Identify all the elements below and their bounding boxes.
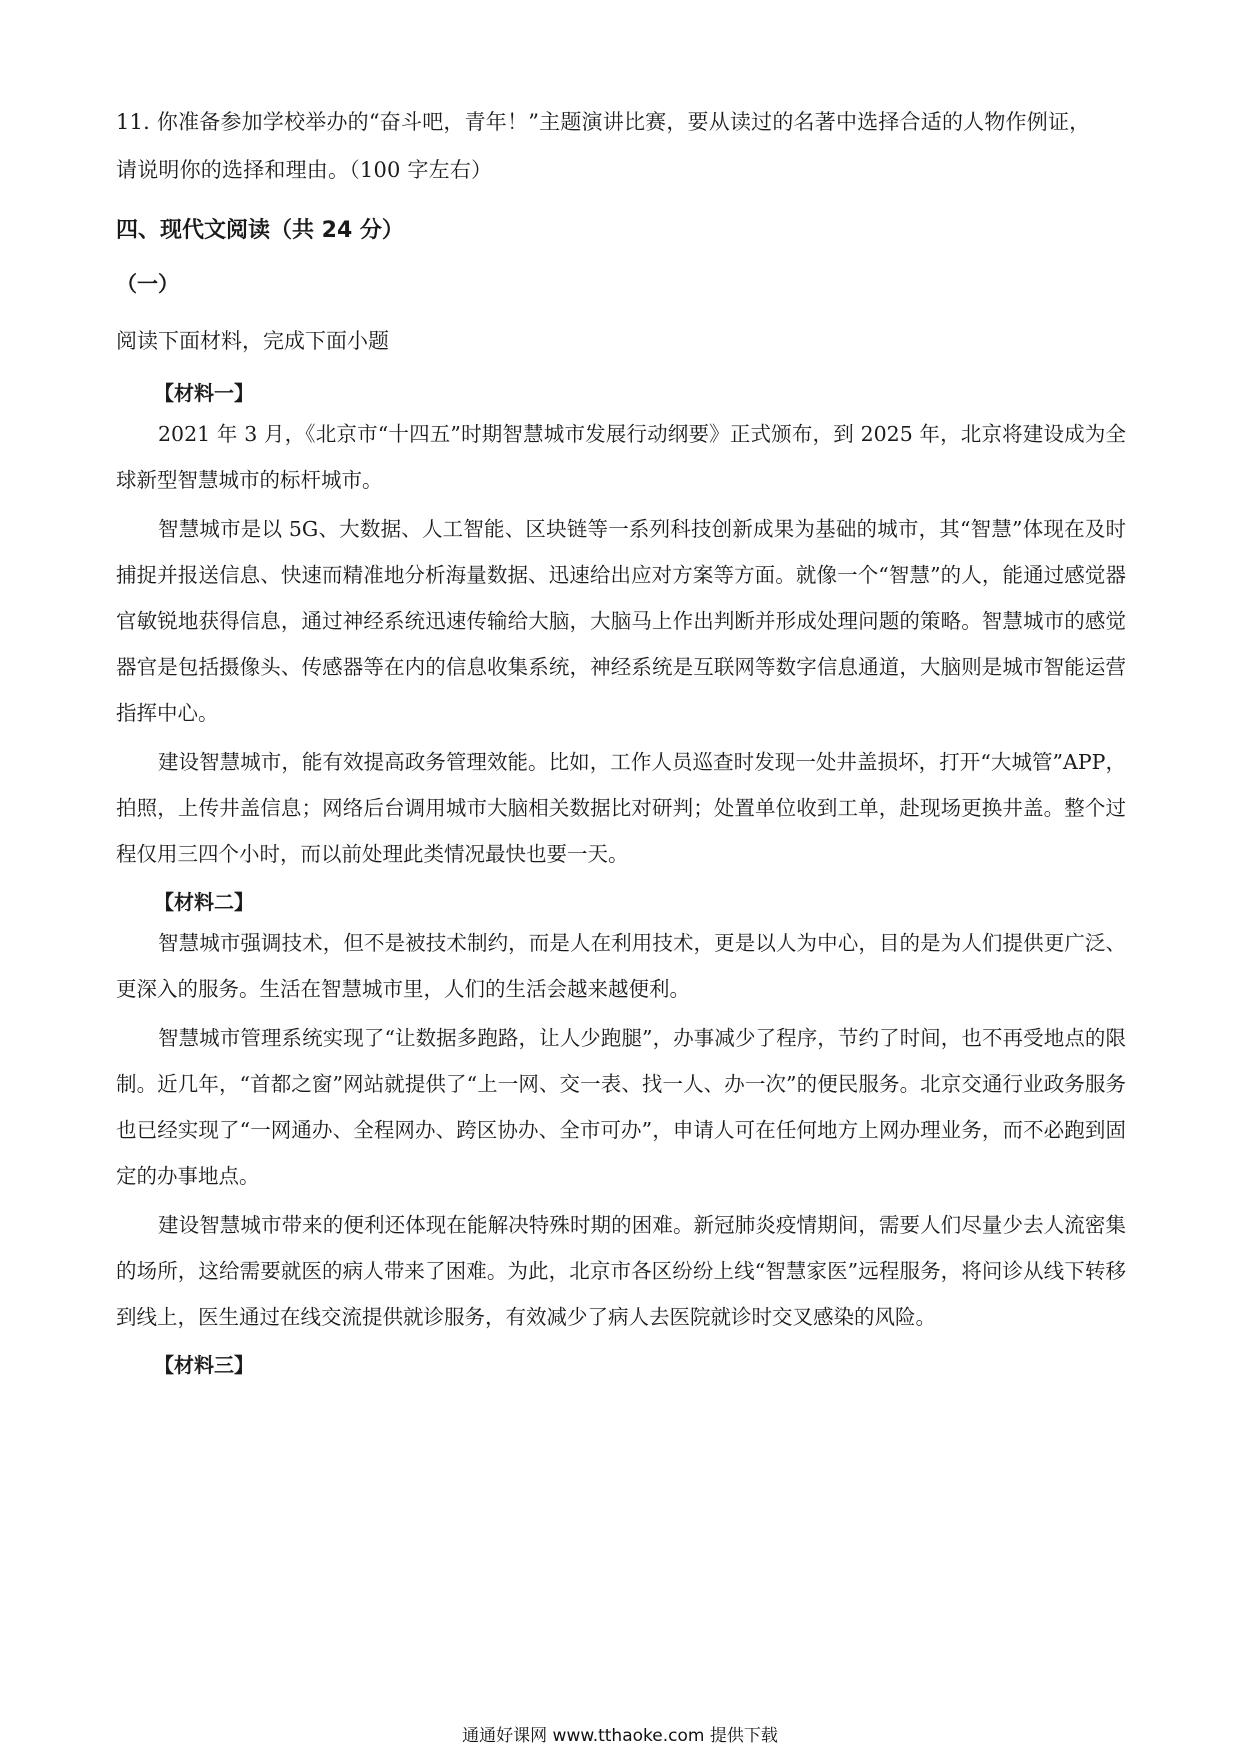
question-11-line-2: 请说明你的选择和理由。（100 字左右） <box>116 158 493 182</box>
material-three <box>116 1350 1126 1380</box>
reading-instruction: 阅读下面材料，完成下面小题 <box>116 329 389 353</box>
material-paragraph: 智慧城市管理系统实现了“让数据多跑路，让人少跑腿”，办事减少了程序，节约了时间，也不再受地点的限制。近几年，“首都之窗”网站就提供了“上一网、交一表、找一人、办一次”的便民服务。北京交通行业政务服务也已经实现了“一网通办、全程网办、跨区协办、全市可办”，申请人可在任何地方上网办理业务，而不必跑到固定的办事地点。 <box>116 1026 1126 1188</box>
material-one <box>116 378 1126 877</box>
question-11-line-1: 11. 你准备参加学校举办的“奋斗吧，青年！”主题演讲比赛，要从读过的名著中选择合适的人物作例证， <box>116 110 1091 134</box>
material-two <box>116 887 1126 1340</box>
material-paragraph: 智慧城市强调技术，但不是被技术制约，而是人在利用技术，更是以人为中心，目的是为人们提供更广泛、更深入的服务。生活在智慧城市里，人们的生活会越来越便利。 <box>116 931 1126 1001</box>
section-heading: 四、现代文阅读（共 24 分） <box>116 218 404 243</box>
footer-download-note: 通通好课网 www.tthaoke.com 提供下载 <box>462 1726 778 1746</box>
material-paragraph: 智慧城市是以 5G、大数据、人工智能、区块链等一系列科技创新成果为基础的城市，其“智慧”体现在及时捕捉并报送信息、快速而精准地分析海量数据、迅速给出应对方案等方面。就像一个“智慧”的人，能通过感觉器官敏锐地获得信息，通过神经系统迅速传输给大脑，大脑马上作出判断并形成处理问题的策略。智慧城市的感觉器官是包括摄像头、传感器等在内的信息收集系统，神经系统是互联网等数字信息通道，大脑则是城市智能运营指挥中心。 <box>116 517 1126 725</box>
material-label: 【材料一】 <box>154 381 254 405</box>
section-subheading: （一） <box>116 272 179 296</box>
material-paragraph: 建设智慧城市，能有效提高政务管理效能。比如，工作人员巡查时发现一处井盖损坏，打开“大城管”APP，拍照，上传井盖信息；网络后台调用城市大脑相关数据比对研判；处置单位收到工单，赴现场更换井盖。整个过程仅用三四个小时，而以前处理此类情况最快也要一天。 <box>116 750 1126 866</box>
material-label: 【材料三】 <box>154 1353 254 1377</box>
document-page <box>116 98 1126 1380</box>
material-paragraph: 建设智慧城市带来的便利还体现在能解决特殊时期的困难。新冠肺炎疫情期间，需要人们尽量少去人流密集的场所，这给需要就医的病人带来了困难。为此，北京市各区纷纷上线“智慧家医”远程服务，将问诊从线下转移到线上，医生通过在线交流提供就诊服务，有效减少了病人去医院就诊时交叉感染的风险。 <box>116 1213 1126 1329</box>
material-paragraph: 2021 年 3 月，《北京市“十四五”时期智慧城市发展行动纲要》正式颁布，到 2025 年，北京将建设成为全球新型智慧城市的标杆城市。 <box>116 422 1126 492</box>
material-label: 【材料二】 <box>154 890 254 914</box>
